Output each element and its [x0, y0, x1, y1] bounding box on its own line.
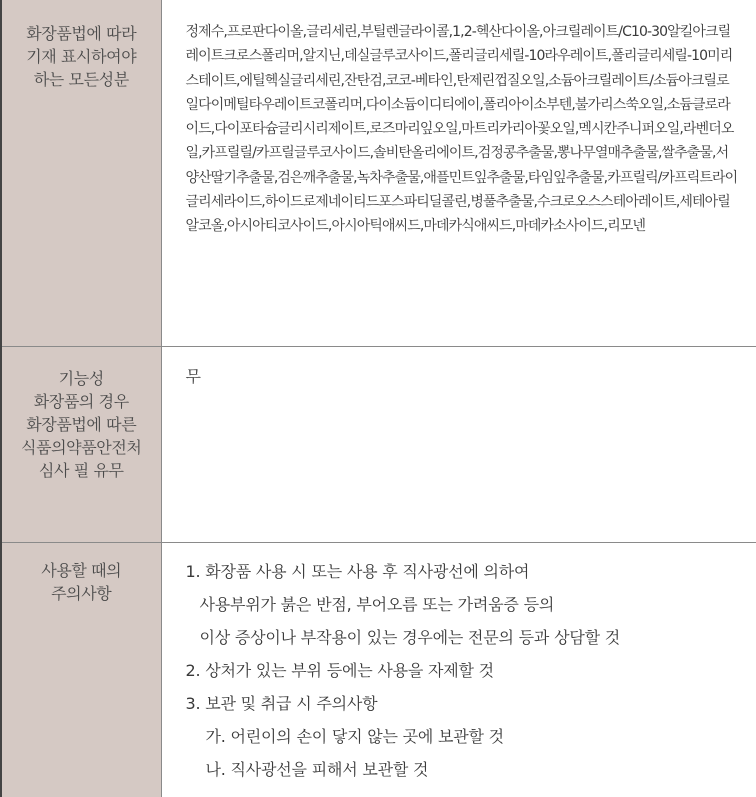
precaution-subitem-a: 가. 어린이의 손이 닿지 않는 곳에 보관할 것 [205, 726, 504, 746]
precaution-item-2: 2. 상처가 있는 부위 등에는 사용을 자제할 것 [185, 660, 494, 680]
precaution-item-1: 1. 화장품 사용 시 또는 사용 후 직사광선에 의하여 [185, 561, 530, 581]
label-cell-functional-review [1, 346, 161, 542]
table-row-precautions [1, 542, 756, 797]
precaution-subitem-b: 나. 직사광선을 피해서 보관할 것 [205, 759, 429, 779]
precautions-label: 사용할 때의 주의사항 [41, 560, 122, 603]
table-row-functional-review [1, 346, 756, 542]
precaution-item-1-cont: 사용부위가 붉은 반점, 부어오름 또는 가려움증 등의 [199, 594, 555, 614]
precautions-content-cell [161, 542, 756, 797]
ingredients-label: 화장품법에 따라 기재 표시하여야 하는 모든성분 [26, 24, 137, 89]
functional-review-label: 기능성 화장품의 경우 화장품법에 따른 식품의약품안전처 심사 필 유무 [21, 368, 142, 480]
label-cell-precautions [1, 542, 161, 797]
label-cell-ingredients [1, 0, 161, 346]
functional-review-value: 무 [185, 366, 201, 386]
precaution-item-1-cont: 이상 증상이나 부작용이 있는 경우에는 전문의 등과 상담할 것 [199, 627, 620, 647]
ingredients-list: 정제수,프로판다이올,글리세린,부틸렌글라이콜,1,2-헥산다이올,아크릴레이트/C10-30알킬아크릴레이트크로스폴리머,알지닌,데실글루코사이드,폴리글리세릴-10라우레이트,폴리글리세릴-10미리스테이트,에틸헥실글리세린,잔탄검,코코-베타인,탄제린껍질오일,소듐아크릴레이트/소듐아크릴로일다이메틸타우레이트코폴리머,다이소듐이디티에이,폴리아이소부텐,불가리스쑥오일,소듐클로라이드,다이포타슘글리시리제이트,로즈마리잎오일,마트리카리아꽃오일,멕시칸주니퍼오일,라벤더오일,카프릴릴/카프릴글루코사이드,솔비탄올리에이트,검정콩추출물,뽕나무열매추출물,쌀추출물,서양산딸기추출물,검은깨추출물,녹차추출물,애플민트잎추출물,타임잎추출물,카프릴릭/카프릭트라이글리세라이드,하이드로제네이티드포스파티딜콜린,병풀추출물,수크로오스스테아레이트,세테아릴알코올,아시아티코사이드,아시아틱애씨드,마데카식애씨드,마데카소사이드,리모넨 [185, 24, 738, 235]
precaution-item-3: 3. 보관 및 취급 시 주의사항 [185, 693, 378, 713]
ingredients-content-cell [161, 0, 756, 346]
table-row-ingredients [1, 0, 756, 346]
functional-review-content-cell [161, 346, 756, 542]
